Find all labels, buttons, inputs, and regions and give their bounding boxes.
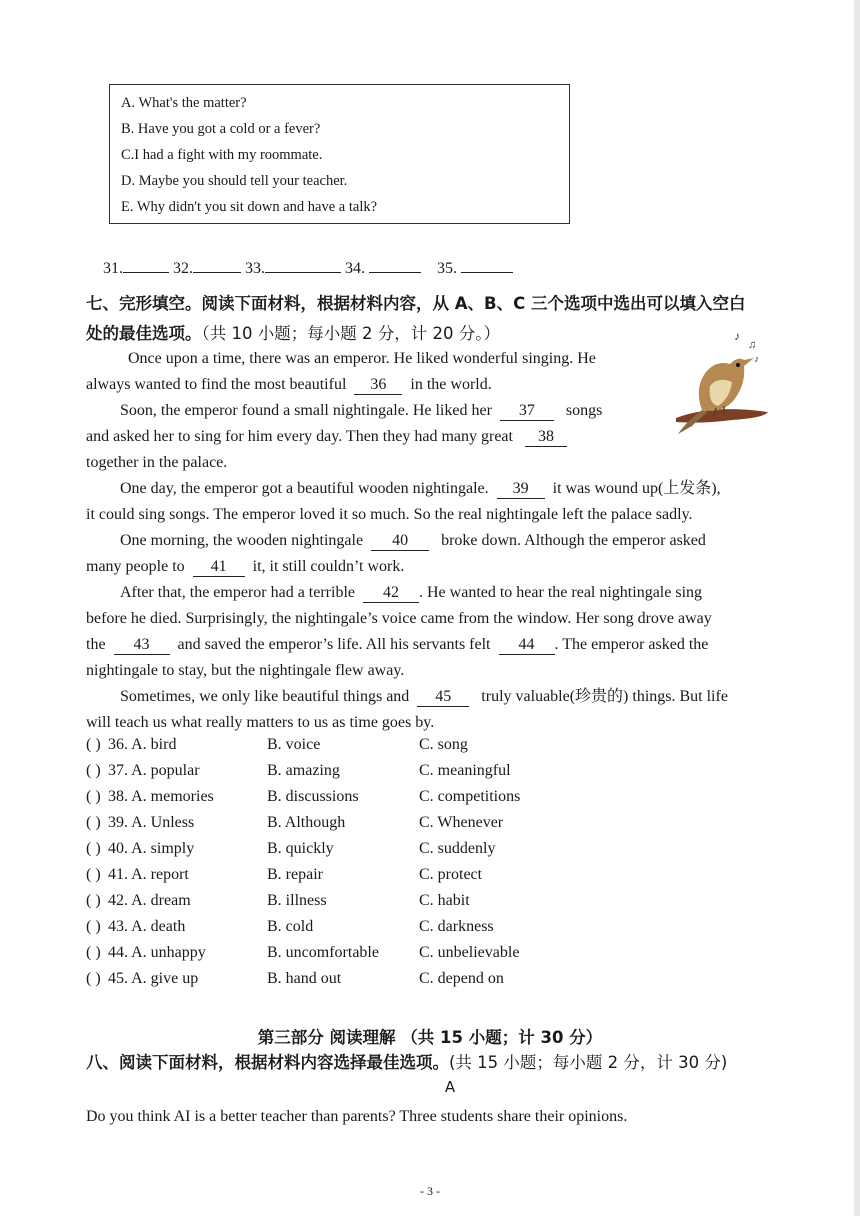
passage-line: always wanted to find the most beautiful 36 in the world.	[86, 376, 492, 393]
svg-text:♪: ♪	[734, 329, 740, 343]
answer-paren[interactable]: ( )	[86, 970, 101, 987]
passage-line: together in the palace.	[86, 454, 228, 471]
passage-line: the 43 and saved the emperor’s life. All his servants felt 44 . The emperor asked the	[86, 636, 709, 653]
answer-paren[interactable]: ( )	[86, 892, 101, 909]
answer-paren[interactable]: ( )	[86, 866, 101, 883]
answer-blank-31[interactable]	[123, 258, 169, 273]
answer-paren[interactable]: ( )	[86, 840, 101, 857]
section7-heading-bold: 处的最佳选项。	[86, 324, 202, 343]
option-c: C.I had a fight with my roommate.	[121, 147, 323, 163]
blank-36[interactable]: 36	[354, 376, 402, 395]
section8-heading	[86, 1049, 727, 1073]
svg-text:♪: ♪	[754, 354, 759, 365]
answer-paren[interactable]: ( )	[86, 814, 101, 831]
option-b: B. Have you got a cold or a fever?	[121, 121, 321, 137]
nightingale-illustration	[672, 326, 772, 436]
option-d: D. Maybe you should tell your teacher.	[121, 173, 348, 189]
ai-intro: Do you think AI is a better teacher than parents? Three students share their opinions.	[86, 1108, 628, 1125]
svg-text:♫: ♫	[748, 339, 757, 351]
passage-line: Soon, the emperor found a small nightingale. He liked her 37 songs	[120, 402, 603, 419]
answer-paren[interactable]: ( )	[86, 736, 101, 753]
option-a: A. What's the matter?	[121, 95, 247, 111]
answer-blank-34[interactable]	[369, 258, 421, 273]
answer-blank-35[interactable]	[461, 258, 513, 273]
option-e: E. Why didn't you sit down and have a talk?	[121, 199, 378, 215]
blank-40[interactable]: 40	[371, 532, 429, 551]
answer-paren[interactable]: ( )	[86, 944, 101, 961]
answer-blanks	[103, 258, 513, 278]
passage-line: One day, the emperor got a beautiful wooden nightingale. 39 it was wound up(上发条),	[120, 480, 721, 497]
passage-line: One morning, the wooden nightingale 40 broke down. Although the emperor asked	[120, 532, 706, 549]
blank-42[interactable]: 42	[363, 584, 419, 603]
section7-heading-points: （共 10 小题；每小题 2 分，计 20 分。）	[201, 324, 500, 343]
blank-41[interactable]: 41	[193, 558, 245, 577]
answer-label-32: 32.	[173, 260, 193, 277]
answer-paren[interactable]: ( )	[86, 918, 101, 935]
passage-line: nightingale to stay, but the nightingale flew away.	[86, 662, 405, 679]
answer-label-34: 34.	[345, 260, 365, 277]
passage-letter: A	[444, 1078, 456, 1096]
blank-45[interactable]: 45	[417, 688, 469, 707]
answer-label-35: 35.	[437, 260, 457, 277]
answer-blank-32[interactable]	[193, 258, 241, 273]
section7-heading-line1: 七、完形填空。阅读下面材料，根据材料内容，从 A、B、C 三个选项中选出可以填入空白	[86, 294, 746, 313]
passage-line: Sometimes, we only like beautiful things and 45 truly valuable(珍贵的) things. But life	[120, 688, 728, 705]
blank-37[interactable]: 37	[500, 402, 554, 421]
passage-line: Once upon a time, there was an emperor. He liked wonderful singing. He	[128, 350, 596, 367]
passage-line: and asked her to sing for him every day. Then they had many great 38	[86, 424, 567, 450]
answer-blank-33[interactable]	[265, 258, 341, 273]
passage-line: will teach us what really matters to us as time goes by.	[86, 714, 435, 731]
options-box	[109, 84, 570, 224]
blank-43[interactable]: 43	[114, 636, 170, 655]
passage-line: many people to 41 it, it still couldn’t work.	[86, 558, 405, 575]
section8-heading-bold: 八、阅读下面材料，根据材料内容选择最佳选项。	[86, 1053, 449, 1072]
passage-line: After that, the emperor had a terrible 42 . He wanted to hear the real nightingale sing	[120, 584, 703, 601]
answer-paren[interactable]: ( )	[86, 788, 101, 805]
section8-heading-points: (共 15 小题；每小题 2 分，计 30 分)	[449, 1053, 728, 1072]
part3-title: 第三部分 阅读理解 （共 15 小题；计 30 分）	[257, 1028, 603, 1047]
answer-paren[interactable]: ( )	[86, 762, 101, 779]
answer-label-33: 33.	[245, 260, 265, 277]
answer-label-31: 31.	[103, 260, 123, 277]
passage-line: before he died. Surprisingly, the nightingale’s voice came from the window. Her song drove away	[86, 610, 712, 627]
page-number: - 3 -	[420, 1184, 440, 1198]
passage-line: it could sing songs. The emperor loved it so much. So the real nightingale left the palace sadly.	[86, 506, 693, 523]
blank-39[interactable]: 39	[497, 480, 545, 499]
blank-38[interactable]: 38	[525, 428, 567, 447]
blank-44[interactable]: 44	[499, 636, 555, 655]
section7-heading-line2	[86, 320, 500, 344]
